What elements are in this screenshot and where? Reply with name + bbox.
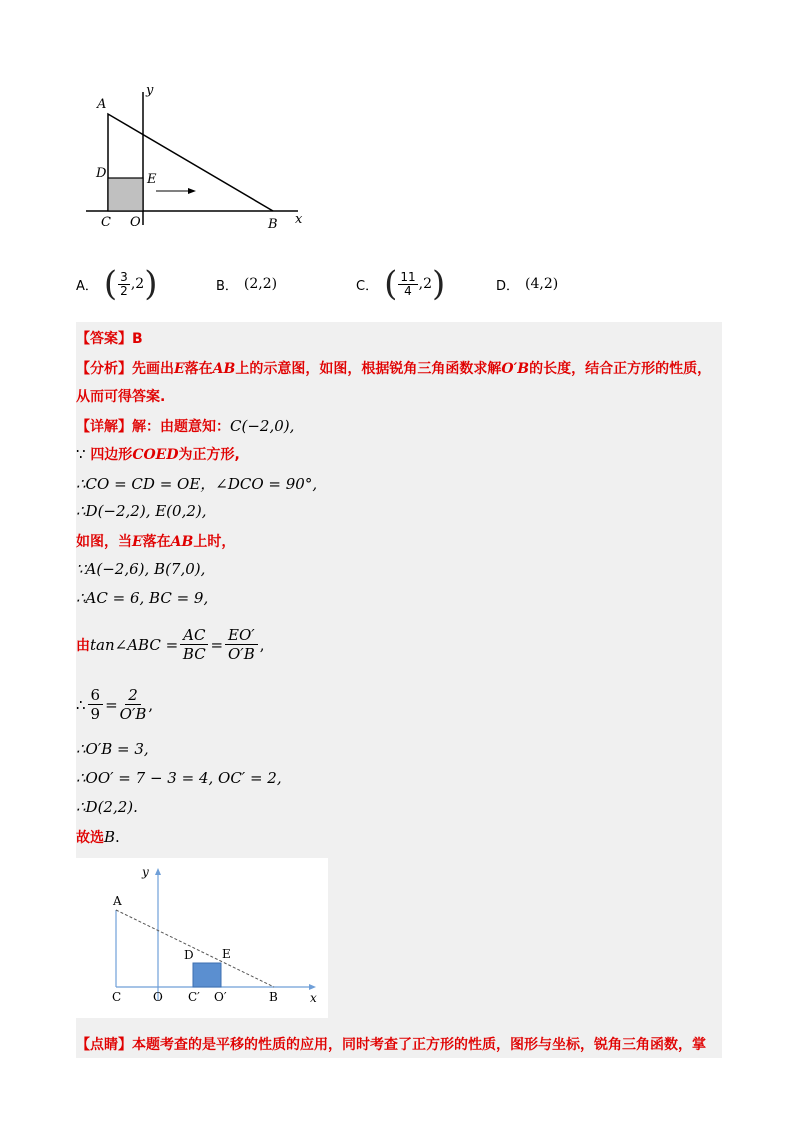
arrow-head <box>188 188 196 194</box>
detail-line-12: ∴D(2,2). <box>76 798 138 816</box>
l13-var: B <box>104 828 116 846</box>
paren-open: ( <box>384 264 398 304</box>
choice-a-num: 3 <box>120 269 128 284</box>
detail-line-8 <box>76 626 264 663</box>
detail-line-10: ∴O′B = 3, <box>76 740 149 758</box>
label2-b: B <box>269 990 278 1004</box>
label2-a: A <box>113 894 122 908</box>
figure-solution-diagram <box>76 858 328 1018</box>
label2-o: O <box>153 990 163 1004</box>
frac-bc: BC <box>182 645 206 663</box>
analysis-line-1 <box>76 358 711 378</box>
detail-line-5 <box>76 531 235 551</box>
choice-a-den: 2 <box>120 283 128 298</box>
choice-d-label: D． <box>496 278 520 294</box>
label-b: B <box>268 217 278 230</box>
l13-end: . <box>115 828 120 846</box>
choice-a-y: 2 <box>135 276 145 292</box>
detail-line-9 <box>76 686 153 723</box>
choice-d[interactable] <box>496 270 558 298</box>
choice-c-den: 4 <box>404 283 412 298</box>
detail-line-1 <box>76 416 294 436</box>
l8-eq: = <box>210 635 224 654</box>
detail-line-13 <box>76 827 120 847</box>
detail-line-11: ∴OO′ = 7 − 3 = 4, OC′ = 2, <box>76 769 282 787</box>
l2-text-b: 为正方形, <box>178 447 240 463</box>
l5-text-a: 如图，当 <box>76 534 132 550</box>
paren-close: ) <box>432 264 446 304</box>
frac-eo-ob <box>225 626 258 663</box>
comma: , <box>130 276 136 292</box>
choice-a[interactable] <box>76 264 158 304</box>
l5-var-ab: AB <box>170 534 194 550</box>
label-y: y <box>146 83 154 98</box>
analysis-text-c: 上的示意图，如图，根据锐角三角函数求解 <box>235 361 502 377</box>
l5-text-c: 上时， <box>193 534 236 550</box>
detail-line-7: ∴AC = 6, BC = 9, <box>76 589 209 607</box>
choice-c-num: 11 <box>400 269 416 284</box>
paren-close: ) <box>144 264 158 304</box>
choice-d-value: (4,2) <box>525 276 559 292</box>
choice-c-fraction <box>398 271 417 298</box>
l9-end: , <box>148 695 154 714</box>
comment-line <box>76 1034 706 1054</box>
analysis-text-a: 先画出 <box>132 361 174 377</box>
detail-line-2 <box>76 444 240 464</box>
answer-tag: 【答案】B <box>76 331 143 347</box>
label2-c1: C′ <box>188 990 200 1004</box>
answer-choices <box>76 262 756 306</box>
frac-ac: AC <box>180 626 208 645</box>
label2-e: E <box>222 947 231 961</box>
y-axis-arrow <box>155 868 161 875</box>
x-axis-arrow <box>309 984 316 990</box>
l9-eq: = <box>105 695 118 714</box>
analysis-tag: 【分析】 <box>76 361 132 377</box>
square-translated <box>193 963 221 987</box>
label-o: O <box>130 215 141 230</box>
frac-2: 2 <box>125 686 141 705</box>
label2-d: D <box>184 948 194 962</box>
frac-6-9 <box>88 686 104 723</box>
comment-text: 本题考查的是平移的性质的应用，同时考查了正方形的性质，图形与坐标，锐角三角函数，掌 <box>132 1037 706 1053</box>
detail-text: 解：由题意知： <box>132 419 230 435</box>
analysis-var-ab: AB <box>212 361 236 377</box>
label2-o1: O′ <box>214 990 227 1004</box>
frac-ob: O′B <box>228 645 255 663</box>
detail-math: C(−2,0), <box>230 417 295 435</box>
l13-text: 故选 <box>76 830 104 846</box>
analysis-var-e: E <box>174 361 185 377</box>
frac-ac-bc <box>180 626 208 663</box>
detail-tag: 【详解】 <box>76 419 132 435</box>
l9-therefore: ∴ <box>76 695 86 714</box>
because-sign: ∵ <box>76 445 91 463</box>
detail-line-4: ∴D(−2,2), E(0,2), <box>76 502 207 520</box>
frac-6: 6 <box>88 686 104 705</box>
choice-b-label: B． <box>216 278 238 294</box>
choice-c-y: 2 <box>423 276 432 292</box>
label2-x: x <box>310 991 317 1005</box>
choice-a-label: A． <box>76 278 98 294</box>
detail-line-6: ∵A(−2,6), B(7,0), <box>76 560 206 578</box>
figure-square-translation <box>86 80 306 230</box>
label-c: C <box>101 215 111 230</box>
choice-a-fraction <box>118 271 130 298</box>
frac-ob2: O′B <box>119 705 147 723</box>
frac-9: 9 <box>90 705 101 723</box>
analysis-text-b: 落在 <box>184 361 213 377</box>
analysis-line-2: 从而可得答案. <box>76 389 166 405</box>
label-e: E <box>147 172 157 187</box>
l8-text: 由 <box>76 637 90 654</box>
paren-open: ( <box>103 264 118 304</box>
analysis-var-ob: O′B <box>501 361 530 377</box>
choice-b[interactable] <box>216 270 277 298</box>
solution-panel <box>76 322 722 1058</box>
analysis-text-d: 的长度，结合正方形的性质， <box>529 361 712 377</box>
label2-c: C <box>112 990 122 1004</box>
square-coed <box>108 178 143 211</box>
frac-2-ob <box>120 686 147 723</box>
label-a: A <box>97 97 107 112</box>
choice-c-label: C． <box>356 278 379 294</box>
comma: , <box>418 276 424 292</box>
l2-text-a: 四边形 <box>90 447 133 463</box>
label-x: x <box>295 212 303 227</box>
label2-y: y <box>142 865 149 879</box>
choice-b-value: (2,2) <box>243 276 278 292</box>
l2-var: COED <box>132 447 179 463</box>
frac-eo: EO′ <box>225 626 258 645</box>
choice-c[interactable] <box>356 264 446 304</box>
l8-end: , <box>259 635 265 654</box>
l8-tan: tan∠ABC = <box>90 635 179 654</box>
comment-tag: 【点睛】 <box>76 1037 132 1053</box>
l5-var-e: E <box>132 534 143 550</box>
detail-line-3: ∴CO = CD = OE，∠DCO = 90°, <box>76 475 318 493</box>
l5-text-b: 落在 <box>142 534 171 550</box>
label-d: D <box>96 166 107 181</box>
